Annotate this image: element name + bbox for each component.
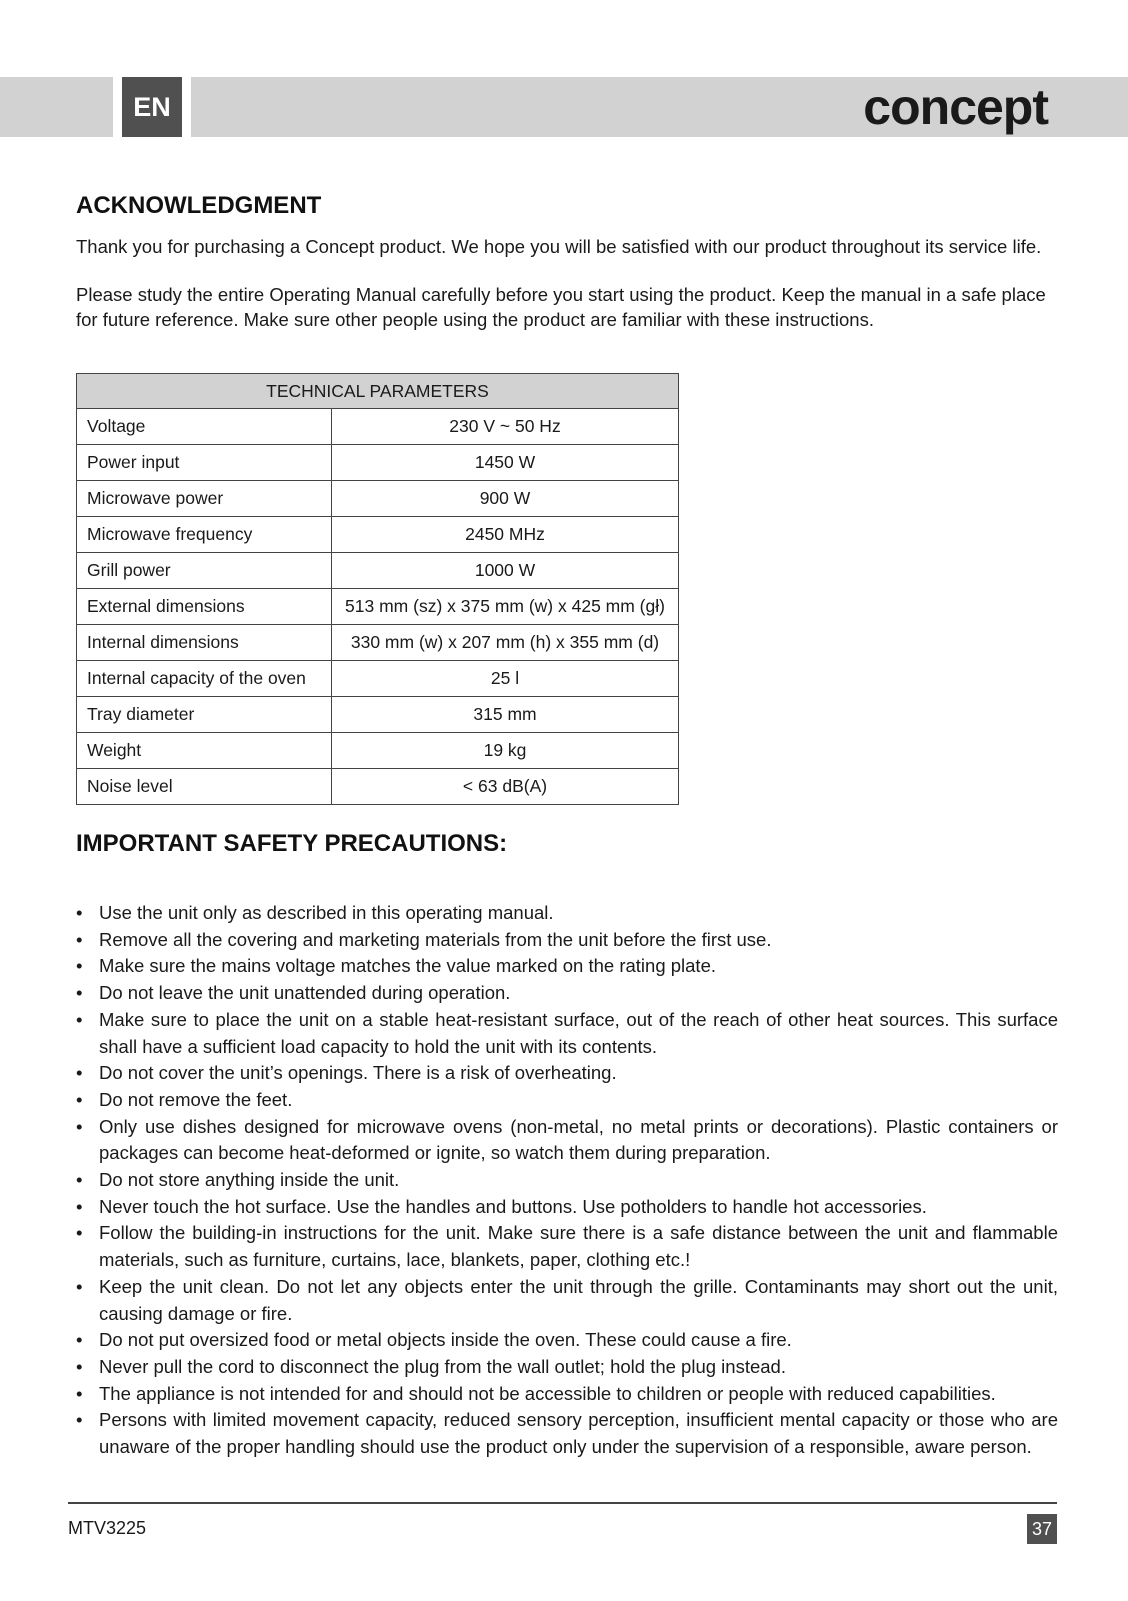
parameter-value: 513 mm (sz) x 375 mm (w) x 425 mm (gł) xyxy=(332,589,679,625)
brand-logo: concept xyxy=(863,79,1048,135)
parameter-label: External dimensions xyxy=(77,589,332,625)
list-item: • Keep the unit clean. Do not let any objects enter the unit through the grille. Contaminants may short out the unit, causing damage or fire. xyxy=(76,1274,1058,1327)
parameter-label: Microwave frequency xyxy=(77,517,332,553)
parameter-value: 900 W xyxy=(332,481,679,517)
technical-parameters-table xyxy=(76,373,679,805)
table-row xyxy=(77,733,679,769)
table-row xyxy=(77,769,679,805)
parameter-value: 330 mm (w) x 207 mm (h) x 355 mm (d) xyxy=(332,625,679,661)
list-item: • Do not remove the feet. xyxy=(76,1087,1058,1114)
parameter-value: < 63 dB(A) xyxy=(332,769,679,805)
list-item: • Use the unit only as described in this operating manual. xyxy=(76,900,1058,927)
safety-list xyxy=(76,900,1058,1461)
language-badge: EN xyxy=(122,77,182,137)
parameter-label: Power input xyxy=(77,445,332,481)
table-row xyxy=(77,553,679,589)
parameter-label: Tray diameter xyxy=(77,697,332,733)
header-bar-left xyxy=(0,77,113,137)
table-row xyxy=(77,517,679,553)
list-item: • Remove all the covering and marketing materials from the unit before the first use. xyxy=(76,927,1058,954)
parameter-value: 25 l xyxy=(332,661,679,697)
list-item: • The appliance is not intended for and should not be accessible to children or people with reduced capabilities. xyxy=(76,1381,1058,1408)
acknowledgment-title: ACKNOWLEDGMENT xyxy=(76,192,322,219)
parameter-label: Weight xyxy=(77,733,332,769)
list-item: • Follow the building-in instructions for the unit. Make sure there is a safe distance between the unit and flammable materials, such as furniture, curtains, lace, blankets, paper, clothing etc.! xyxy=(76,1220,1058,1273)
footer-divider xyxy=(68,1502,1057,1504)
acknowledgment-paragraph-1: Thank you for purchasing a Concept product. We hope you will be satisfied with our product throughout its service life. xyxy=(76,236,1042,257)
parameter-label: Voltage xyxy=(77,409,332,445)
list-item: • Do not put oversized food or metal objects inside the oven. These could cause a fire. xyxy=(76,1327,1058,1354)
list-item: • Make sure to place the unit on a stable heat-resistant surface, out of the reach of other heat sources. This surface shall have a sufficient load capacity to hold the unit with its contents. xyxy=(76,1007,1058,1060)
parameter-value: 1000 W xyxy=(332,553,679,589)
parameter-value: 19 kg xyxy=(332,733,679,769)
page-number: 37 xyxy=(1027,1514,1057,1544)
list-item: • Make sure the mains voltage matches the value marked on the rating plate. xyxy=(76,953,1058,980)
list-item: • Never touch the hot surface. Use the handles and buttons. Use potholders to handle hot accessories. xyxy=(76,1194,1058,1221)
list-item: • Never pull the cord to disconnect the plug from the wall outlet; hold the plug instead. xyxy=(76,1354,1058,1381)
parameter-value: 315 mm xyxy=(332,697,679,733)
table-row xyxy=(77,661,679,697)
parameter-label: Microwave power xyxy=(77,481,332,517)
parameter-label: Grill power xyxy=(77,553,332,589)
list-item: • Persons with limited movement capacity, reduced sensory perception, insufficient mental capacity or those who are unaware of the proper handling should use the product only under the supervision of a responsible, aware person. xyxy=(76,1407,1058,1460)
model-number: MTV3225 xyxy=(68,1518,147,1538)
table-row xyxy=(77,589,679,625)
parameter-value: 2450 MHz xyxy=(332,517,679,553)
list-item: • Only use dishes designed for microwave ovens (non-metal, no metal prints or decorations). Plastic containers or packages can become heat-deformed or ignite, so watch them during preparation. xyxy=(76,1114,1058,1167)
list-item: • Do not cover the unit’s openings. There is a risk of overheating. xyxy=(76,1060,1058,1087)
table-row xyxy=(77,409,679,445)
parameter-value: 230 V ~ 50 Hz xyxy=(332,409,679,445)
parameter-label: Internal dimensions xyxy=(77,625,332,661)
table-body xyxy=(77,409,679,805)
acknowledgment-paragraph-2: Please study the entire Operating Manual carefully before you start using the product. Keep the manual in a safe place for future reference. Make sure other people using the product are familiar with these instructions. xyxy=(76,284,1046,330)
list-item: • Do not store anything inside the unit. xyxy=(76,1167,1058,1194)
table-row xyxy=(77,625,679,661)
parameter-value: 1450 W xyxy=(332,445,679,481)
table-row xyxy=(77,445,679,481)
table-row xyxy=(77,697,679,733)
table-row xyxy=(77,481,679,517)
table-title: TECHNICAL PARAMETERS xyxy=(77,374,679,409)
safety-title: IMPORTANT SAFETY PRECAUTIONS: xyxy=(76,830,508,857)
list-item: • Do not leave the unit unattended during operation. xyxy=(76,980,1058,1007)
parameter-label: Noise level xyxy=(77,769,332,805)
parameter-label: Internal capacity of the oven xyxy=(77,661,332,697)
